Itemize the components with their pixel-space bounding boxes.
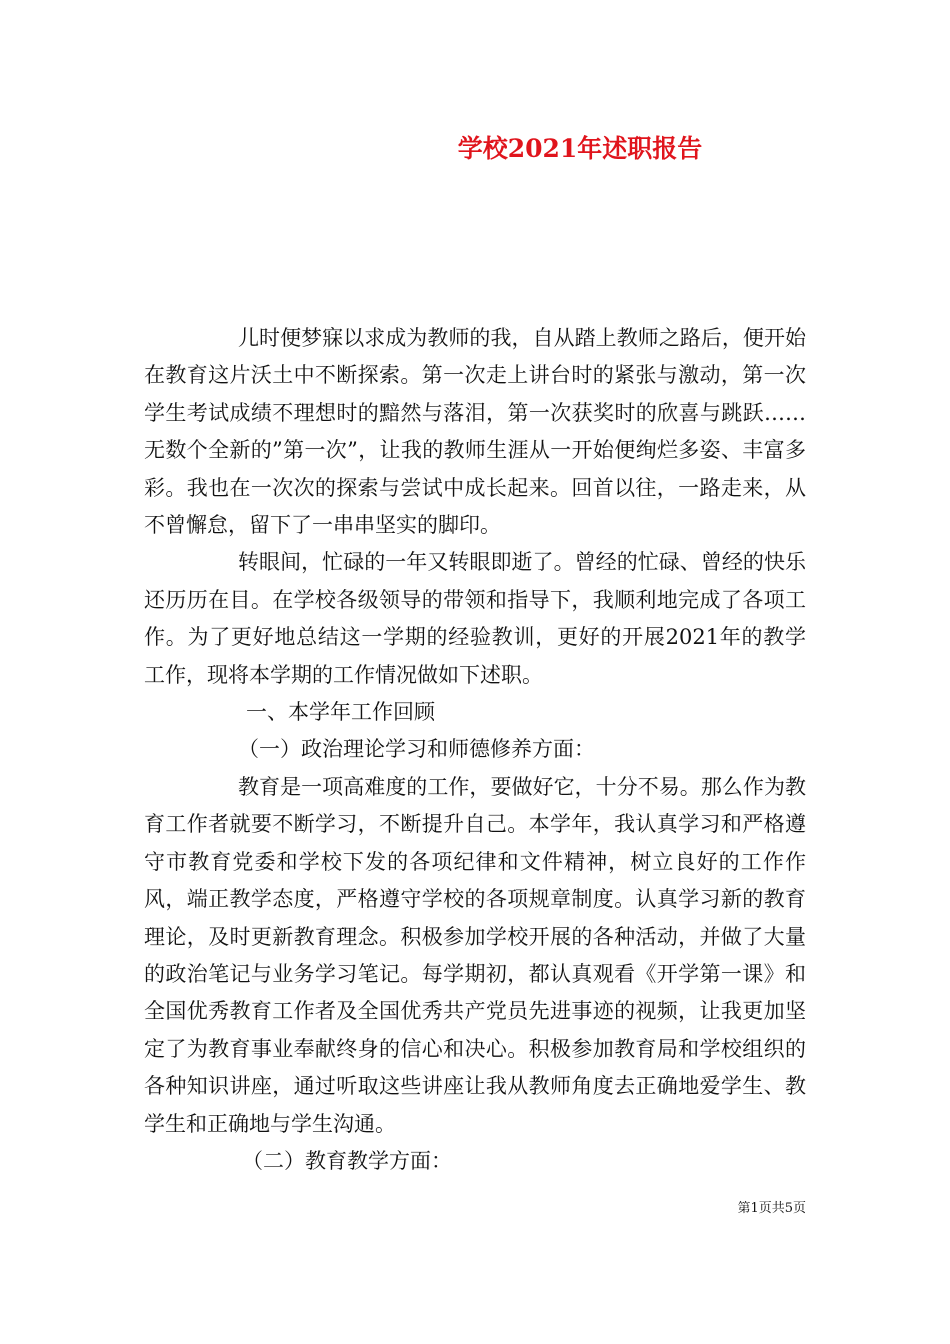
subsection-heading-1: （一）政治理论学习和师德修养方面： (238, 737, 595, 762)
subsection-heading-2: （二）教育教学方面： (242, 1148, 452, 1173)
document-title: 学校2021年述职报告 (457, 134, 703, 163)
paragraph-intro: 儿时便梦寐以求成为教师的我，自从踏上教师之路后，便开始在教育这片沃土中不断探索。第一次走上讲台时的紧张与激动，第一次学生考试成绩不理想时的黯然与落泪，第一次获奖时的欣喜与跳跃……无数个全新的”第一次”，让我的教师生涯从一开始便绚烂多姿、丰富多彩。我也在一次次的探索与尝试中成长起来。回首以往，一路走来，从不曾懈怠，留下了一串串坚实的脚印。 (144, 326, 806, 538)
paragraph-summary: 转眼间，忙碌的一年又转眼即逝了。曾经的忙碌、曾经的快乐还历历在目。在学校各级领导的带领和指导下，我顺利地完成了各项工作。为了更好地总结这一学期的经验教训，更好的开展2021年的教学工作，现将本学期的工作情况做如下述职。 (144, 550, 806, 687)
page-number: 第1页共5页 (737, 1201, 806, 1216)
section-heading: 一、本学年工作回顾 (246, 700, 435, 725)
document-body (144, 320, 806, 1180)
paragraph-political-study: 教育是一项高难度的工作，要做好它，十分不易。那么作为教育工作者就要不断学习，不断提升自己。本学年，我认真学习和严格遵守市教育党委和学校下发的各项纪律和文件精神，树立良好的工作作风，端正教学态度，严格遵守学校的各项规章制度。认真学习新的教育理论，及时更新教育理念。积极参加学校开展的各种活动，并做了大量的政治笔记与业务学习笔记。每学期初，都认真观看《开学第一课》和全国优秀教育工作者及全国优秀共产党员先进事迹的视频，让我更加坚定了为教育事业奉献终身的信心和决心。积极参加教育局和学校组织的各种知识讲座，通过听取这些讲座让我从教师角度去正确地爱学生、教学生和正确地与学生沟通。 (144, 774, 806, 1136)
